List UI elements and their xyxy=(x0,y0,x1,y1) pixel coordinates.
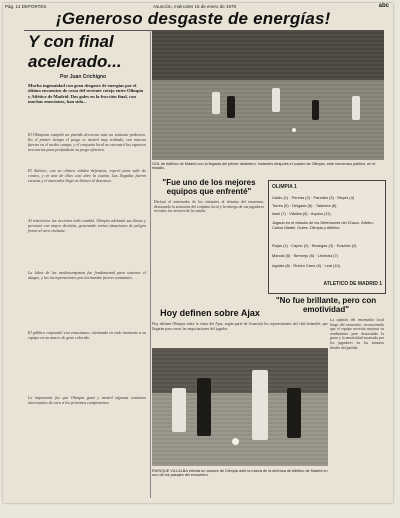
article-paragraph-4: La labor de los mediocampistas fue fundamental para sostener el ataque, y las incorporaciones por las bandas fueron constantes. xyxy=(28,270,146,280)
ball xyxy=(232,438,239,445)
center-article-text: Declaró el entrenador de los visitantes al término del encuentro, destacando la actuación del conjunto local y la entrega de sus jugadores en todos los sectores de la cancha. xyxy=(154,200,264,214)
bottom-subhead: Hoy definen sobre Ajax xyxy=(160,308,260,318)
player-figure xyxy=(287,388,301,438)
title-line-1: Y con final xyxy=(28,32,114,51)
player-figure xyxy=(172,388,186,432)
player-figure xyxy=(197,378,211,436)
top-match-photo xyxy=(152,30,384,160)
publication-logo: abc xyxy=(378,3,389,9)
scorebox-line: Rojas (1) · Capón (2) · Benegas (3) · Eusebio (4) xyxy=(272,243,357,248)
scorebox-line: Torres (5) · Delgado (6) · Talavera (8) xyxy=(272,203,337,208)
right-subhead: "No fue brillante, pero con emotividad" xyxy=(275,296,377,314)
page-headline: ¡Generoso desgaste de energías! xyxy=(56,9,331,28)
bottom-match-photo xyxy=(152,348,328,466)
top-photo-caption: GOL de Atlético de Madrid con la llegada del primer delantero. Instantes después el cuadro de Olimpia, ante numeroso público, en el estadio. xyxy=(152,162,376,171)
center-subhead: "Fue uno de los mejores equipos que enfrenté" xyxy=(162,178,256,196)
player-figure xyxy=(312,100,319,120)
scorebox-line: Galdo (1) · Pereira (2) · Paredes (3) · Reyes (4) xyxy=(272,195,355,200)
player-figure xyxy=(272,88,280,112)
scorebox-line: Marcial (5) · Bermejo (6) · Leivinha (7) xyxy=(272,253,338,258)
lineup-box xyxy=(268,180,386,294)
player-figure xyxy=(227,96,235,118)
article-paragraph-1: El Olimpista cumplió un partido decoroso ante un visitante poderoso. En el primer tiempo el juego se mostró muy trabado, con marcas fuertes en el medio campo, y el conjunto local no encontró los espacios necesarios para profundizar su juego ofensivo. xyxy=(28,132,146,152)
article-paragraph-2: El Atlético, con su clásica solidez defensiva, esperó para salir de contra, y en una de ellas casi abre la cuenta. Las llegadas fueron escasas y el marcador llegó en blanco al descanso. xyxy=(28,168,146,183)
scorebox-title: OLIMPIA 1 xyxy=(272,184,297,190)
player-figure xyxy=(352,96,360,120)
title-line-2: acelerado... xyxy=(28,52,122,71)
article-paragraph-6: Lo importante fue que Olimpia ganó y mostró algunas variantes interesantes de cara a los próximos compromisos. xyxy=(28,395,146,405)
dateline: Asunción, miércoles 15 de enero de 1978 xyxy=(153,4,237,9)
player-figure xyxy=(252,370,268,440)
scorebox-line: Isasi (7) · Villalba (9) · Aquino (11) xyxy=(272,211,331,216)
article-lede: Mucho ingenuidad con gran desgaste de energías por el último encuentro de cesta del reciente cotejo entre Olimpia y Atlético de Madrid. Dos goles en la fracción final, con muchas emociones, han sido... xyxy=(28,83,144,105)
scorebox-line: Aguilar (8) · Rubén Cano (9) · Leal (10) xyxy=(272,263,340,268)
article-paragraph-3: Al reiniciarse las acciones todo cambió. Olimpia adelantó sus líneas y presionó con mayor decisión, generando varias situaciones de peligro frente al arco visitante. xyxy=(28,218,146,233)
byline: Por Juan Crichigno xyxy=(60,74,107,80)
ball xyxy=(292,128,296,132)
article-paragraph-5: El público respondió con entusiasmo, alentando en todo momento a su equipo en un marco de gran colorido. xyxy=(28,330,146,340)
bottom-article-text: Hoy definen Olimpia sobre la venta del Ajax, según parte de Asunción los representantes del club holandés, que llegarán para cerrar las negociaciones del jugador. xyxy=(152,322,328,331)
bottom-photo-caption: ENRIQUE VILLALBA intenta un avance de Olimpia ante la marca de la defensa de Atlético de Madrid en uno de los pasajes del encuentro. xyxy=(152,469,328,478)
column-divider xyxy=(150,30,151,498)
player-figure xyxy=(212,92,220,114)
scorebox-footer: ATLETICO DE MADRID 1 xyxy=(323,281,382,287)
left-article-title xyxy=(28,32,148,72)
right-article-text: La opinión del entrenador local luego del encuentro, reconociendo que el equipo necesita mejorar su rendimiento pero destacando la garra y la emotividad mostrada por los jugadores en los minutos finales del partido. xyxy=(330,318,384,350)
page-label: Pág. 14 DEPORTES xyxy=(5,4,47,9)
scorebox-line: Jugado en el estadio de los Defensores del Chaco. Árbitro: Carlos Martel. Goles: Olimpia y Atlético. xyxy=(272,220,374,230)
